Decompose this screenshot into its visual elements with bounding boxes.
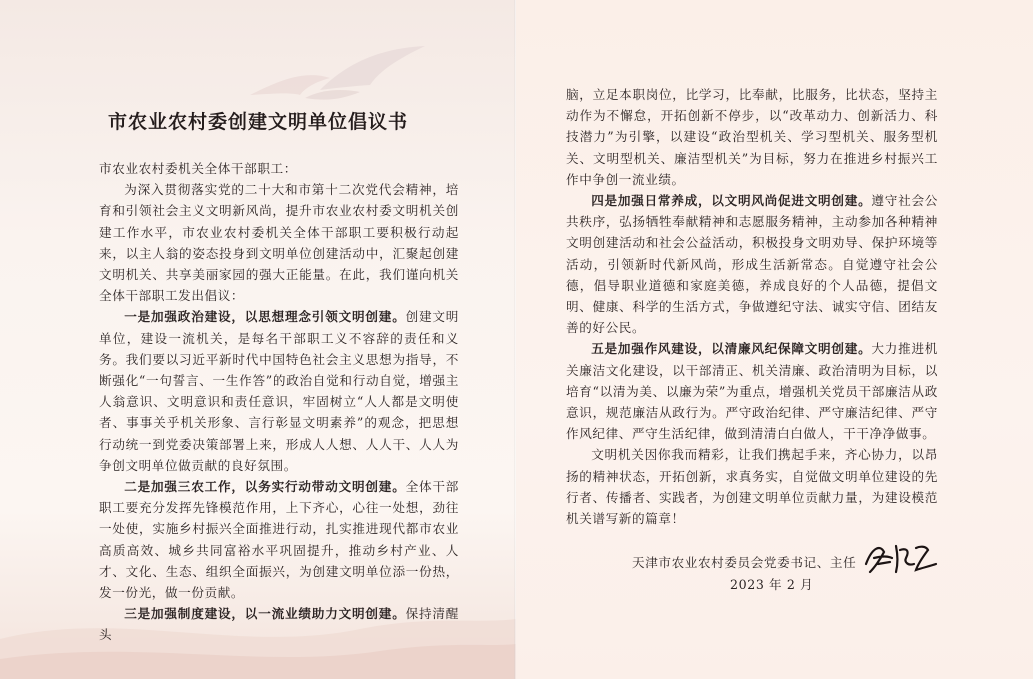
signatory: 天津市农业农村委员会党委书记、主任: [632, 555, 857, 570]
item-paragraph-2: [99, 476, 459, 603]
left-body: [99, 158, 459, 646]
handwritten-signature: [860, 534, 940, 578]
item-heading: 一是加强政治建设，以思想理念引领文明创建。: [124, 309, 406, 325]
item-paragraph-3-continued: 脑，立足本职岗位，比学习，比奉献，比服务，比状态，坚持主动作为不懈怠，开拓创新不停步，以“改革动力、创新活力、科技潜力”为引擎，以建设“政治型机关、学习型机关、服务型机关、文明型机关、廉洁型机关”为目标，努力在推进乡村振兴工作中争创一流业绩。: [566, 87, 938, 187]
item-text: 遵守社会公共秩序，弘扬牺牲奉献精神和志愿服务精神，主动参加各种精神文明创建活动和社会公益活动，积极投身文明劝导、保护环境等活动，引领新时代新风尚，形成生活新常态。自觉遵守社会公德，倡导职业道德和家庭美德，养成良好的个人品德，提倡文明、健康、科学的生活方式，争做遵纪守法、诚实守信、团结友善的好公民。: [566, 193, 938, 336]
item-paragraph-3: [99, 603, 459, 645]
right-body: [566, 84, 938, 529]
item-heading: 四是加强日常养成，以文明风尚促进文明创建。: [591, 193, 872, 209]
intro-paragraph: 为深入贯彻落实党的二十大和市第十二次党代会精神，培育和引领社会主义文明新风尚，提升市农业农村委文明机关创建工作水平，市农业农村委机关全体干部职工要积极行动起来，以主人翁的姿态投身到文明单位创建活动中，汇聚起创建文明机关、共享美丽家园的强大正能量。在此，我们谨向机关全体干部职工发出倡议：: [99, 182, 459, 304]
item-text-start: 保持清醒头: [99, 606, 459, 643]
item-heading: 二是加强三农工作，以务实行动带动文明创建。: [124, 479, 406, 495]
document-title: 市农业农村委创建文明单位倡议书: [107, 111, 408, 133]
item-text: 全体干部职工要充分发挥先锋模范作用，上下齐心，心往一处想，劲往一处使，实施乡村振兴全面推进行动，扎实推进现代都市农业高质高效、城乡共同富裕水平巩固提升，推动乡村产业、人才、文化、生态、组织全面振兴，为创建文明单位添一份热，发一份光，做一份贡献。: [99, 479, 459, 601]
salutation: 市农业农村委机关全体干部职工：: [99, 161, 297, 176]
left-page: [0, 0, 516, 679]
closing-paragraph: 文明机关因你我而精彩，让我们携起手来，齐心协力，以昂扬的精神状态，开拓创新，求真务实，自觉做文明单位建设的先行者、传播者、实践者，为创建文明单位贡献力量，为建设模范机关谱写新的篇章！: [566, 447, 938, 527]
item-text: 大力推进机关廉洁文化建设，以干部清正、机关清廉、政治清明为目标，以培育“以清为美、以廉为荣”为重点，增强机关党员干部廉洁从政意识，规范廉洁从政行为。严守政治纪律、严守廉洁纪律、严守作风纪律、严守生活纪律，做到清清白白做人，干干净净做事。: [566, 341, 938, 442]
item-heading: 五是加强作风建设，以清廉风纪保障文明创建。: [591, 341, 872, 357]
item-paragraph-5: [566, 338, 938, 444]
item-text: 创建文明单位，建设一流机关，是每名干部职工义不容辞的责任和义务。我们要以习近平新时代中国特色社会主义思想为指导，不断强化“一句誓言、一生作答”的政治自觉和行动自觉，增强主人翁意识、文明意识和责任意识，牢固树立“人人都是文明使者、事事关乎机关形象、言行彰显文明素养”的观念，把思想行动统一到党委决策部署上来，形成人人想、人人干、人人为争创文明单位做贡献的良好氛围。: [99, 309, 459, 473]
item-heading: 三是加强制度建设，以一流业绩助力文明创建。: [124, 606, 406, 622]
date: 2023 年 2 月: [730, 577, 814, 592]
item-paragraph-1: [99, 306, 459, 476]
item-paragraph-4: [566, 190, 938, 338]
